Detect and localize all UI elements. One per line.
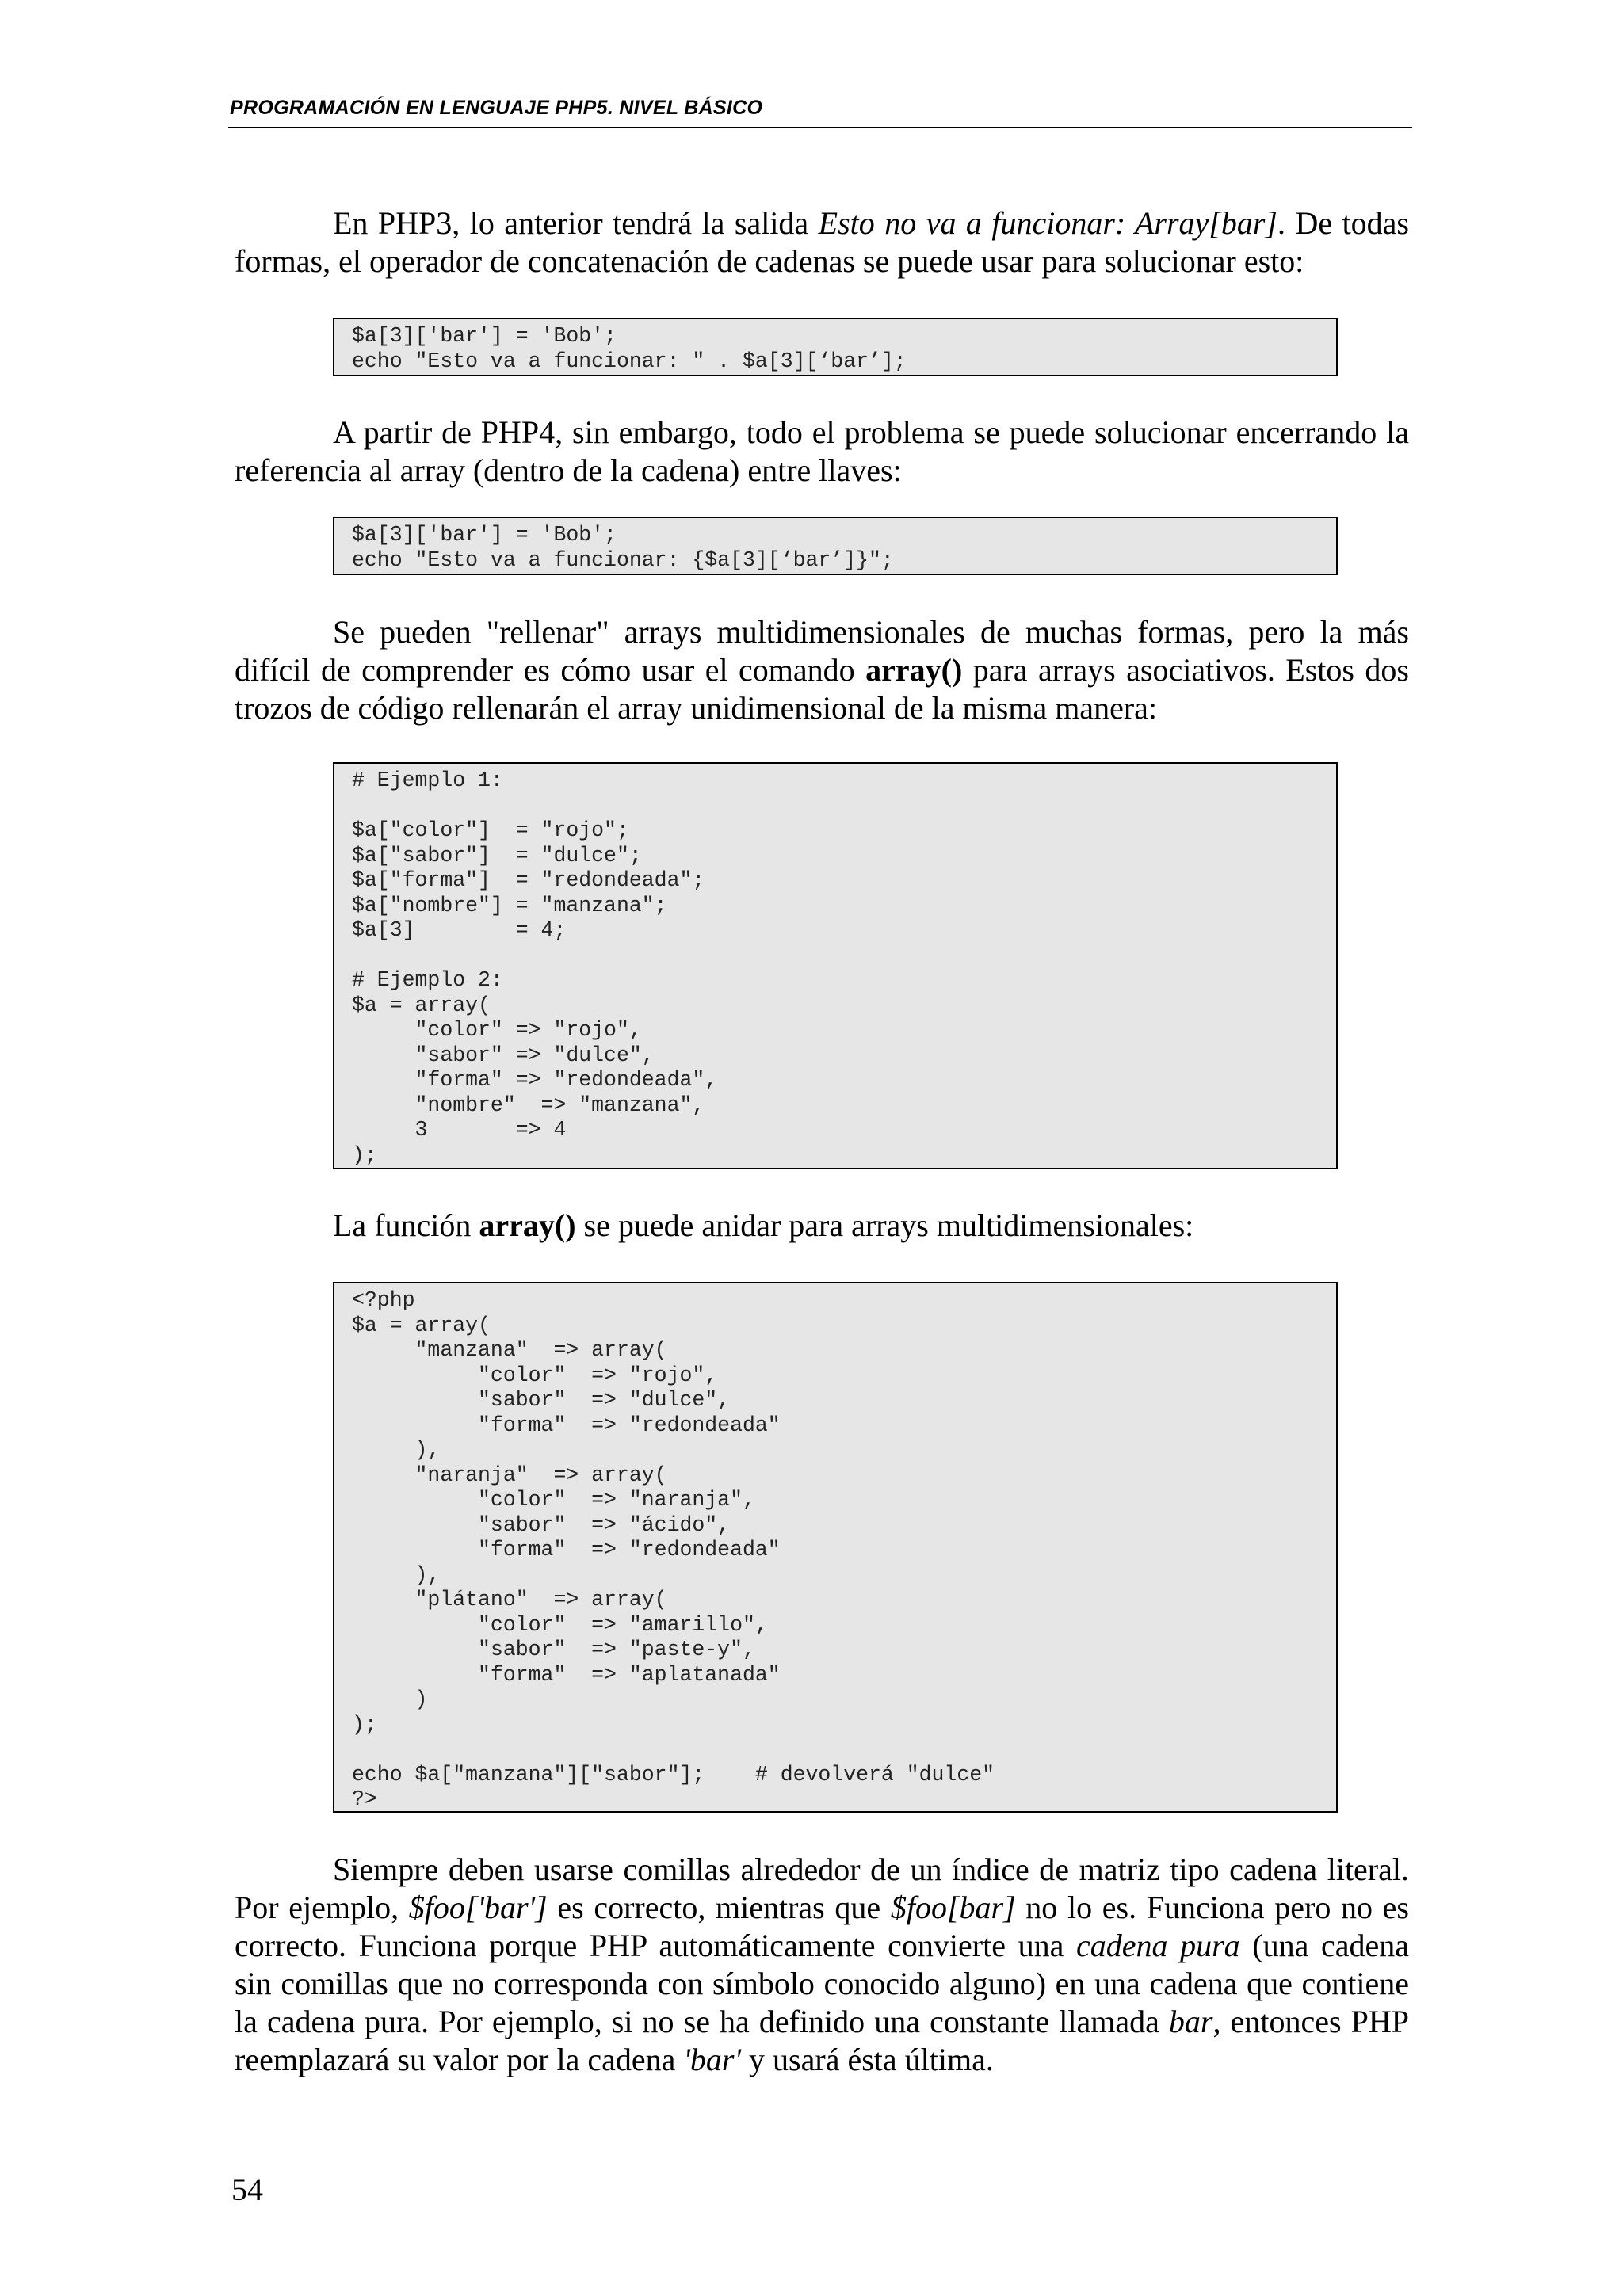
paragraph-1-italic: Esto no va a funcionar: Array[bar] bbox=[818, 205, 1277, 241]
paragraph-3-text-b: para arrays asociativos. Estos dos trozos de código rellenarán el array unidimensional de la misma manera: bbox=[235, 652, 1409, 726]
paragraph-1-text-b: . De todas formas, el operador de concatenación de cadenas se puede usar para solucionar esto: bbox=[235, 205, 1409, 279]
header-rule bbox=[228, 127, 1412, 128]
paragraph-5-text-e: , entonces PHP reemplazará su valor por la cadena bbox=[235, 2004, 1409, 2077]
paragraph-2-text: A partir de PHP4, sin embargo, todo el problema se puede solucionar encerrando la referencia al array (dentro de la cadena) entre llaves: bbox=[235, 414, 1409, 488]
code-block-4: <?php $a = array( "manzana" => array( "color" => "rojo", "sabor" => "dulce", "forma" => "redondeada" ), "naranja" => array( "color" => "naranja", "sabor" => "ácido", "forma" => "redondeada" ), "plátano" => array( "color" => "amarillo", "sabor" => "paste-y", "forma" => "aplatanada" ) ); echo $a["manzana"]["sabor"]; # devolverá "dulce" ?> bbox=[333, 1282, 1338, 1813]
paragraph-1 bbox=[235, 204, 1409, 280]
paragraph-5-text-c: no lo es. Funciona pero no es correcto. Funciona porque PHP automáticamente convierte una bbox=[235, 1890, 1409, 1963]
paragraph-5-italic-d: bar bbox=[1168, 2004, 1213, 2039]
code-block-3: # Ejemplo 1: $a["color"] = "rojo"; $a["sabor"] = "dulce"; $a["forma"] = "redondeada"; $a["nombre"] = "manzana"; $a[3] = 4; # Ejemplo 2: $a = array( "color" => "rojo", "sabor" => "dulce", "forma" => "redondeada", "nombre" => "manzana", 3 => 4 ); bbox=[333, 762, 1338, 1169]
paragraph-3-text-a: Se pueden "rellenar" arrays multidimensionales de muchas formas, pero la más difícil de comprender es cómo usar el comando bbox=[235, 614, 1409, 688]
paragraph-5-italic-b: $foo[bar] bbox=[890, 1890, 1016, 1925]
paragraph-2 bbox=[235, 414, 1409, 490]
page-number: 54 bbox=[231, 2172, 263, 2207]
paragraph-4-text-a: La función bbox=[333, 1207, 479, 1243]
paragraph-5-italic-e: 'bar' bbox=[683, 2042, 742, 2077]
paragraph-5 bbox=[235, 1851, 1409, 2079]
paragraph-5-text-a: Siempre deben usarse comillas alrededor de un índice de matriz tipo cadena literal. Por ejemplo, bbox=[235, 1852, 1409, 1925]
running-header: PROGRAMACIÓN EN LENGUAJE PHP5. NIVEL BÁSICO bbox=[230, 97, 763, 119]
paragraph-5-text-f: y usará ésta última. bbox=[741, 2042, 994, 2077]
paragraph-5-text-d: (una cadena sin comillas que no corresponda con símbolo conocido alguno) en una cadena que contiene la cadena pura. Por ejemplo, si no se ha definido una constante llamada bbox=[235, 1928, 1410, 2039]
paragraph-3 bbox=[235, 613, 1409, 727]
code-block-1: $a[3]['bar'] = 'Bob'; echo "Esto va a funcionar: " . $a[3][‘bar’]; bbox=[333, 318, 1338, 376]
paragraph-5-italic-a: $foo['bar'] bbox=[408, 1890, 548, 1925]
paragraph-1-text-a: En PHP3, lo anterior tendrá la salida bbox=[333, 205, 819, 241]
paragraph-5-text-b: es correcto, mientras que bbox=[547, 1890, 891, 1925]
paragraph-4-bold: array() bbox=[479, 1207, 576, 1243]
paragraph-4 bbox=[235, 1207, 1409, 1245]
code-block-2: $a[3]['bar'] = 'Bob'; echo "Esto va a funcionar: {$a[3][‘bar’]}"; bbox=[333, 517, 1338, 575]
paragraph-5-italic-c: cadena pura bbox=[1075, 1928, 1240, 1963]
paragraph-4-text-b: se puede anidar para arrays multidimensionales: bbox=[575, 1207, 1194, 1243]
paragraph-3-bold: array() bbox=[865, 652, 963, 688]
